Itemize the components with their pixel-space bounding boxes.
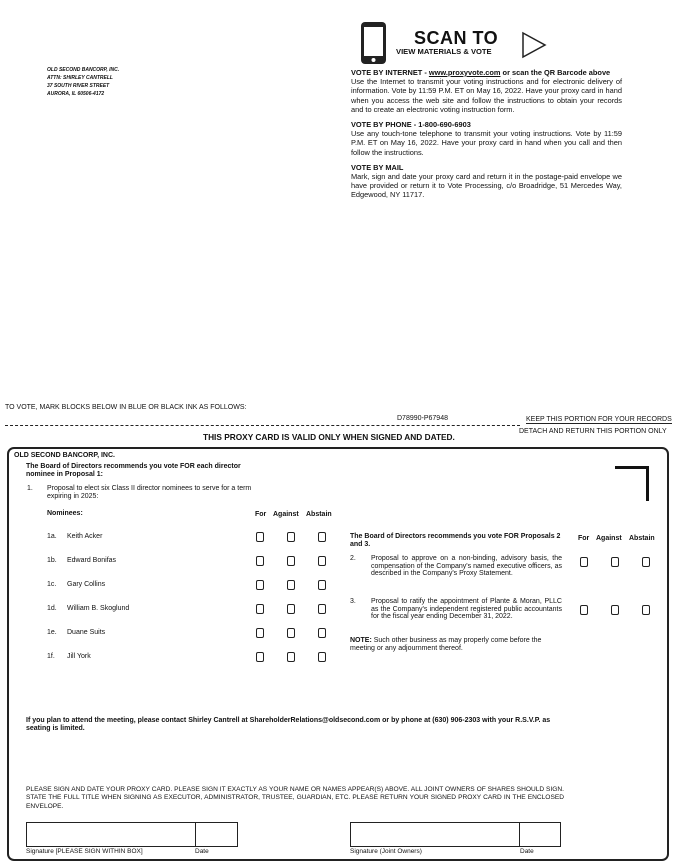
col-for: For [255, 511, 267, 518]
return-address [47, 66, 119, 98]
nominee-against-checkbox[interactable] [287, 652, 295, 662]
nominee-abstain-checkbox[interactable] [318, 604, 326, 614]
proposal3-abstain-checkbox[interactable] [642, 605, 650, 615]
scan-title: SCAN TO [414, 28, 499, 48]
proposal2-text: Proposal to approve on a non-binding, advisory basis, the compensation of the Company's named executive officers, as described in the Company's Proxy Statement. [371, 555, 562, 577]
nominee-for-checkbox[interactable] [256, 604, 264, 614]
proposals-recommendation: The Board of Directors recommends you vote FOR Proposals 2 and 3. [350, 533, 561, 548]
proposal3-text: Proposal to ratify the appointment of Plante & Moran, PLLC as the Company's independent registered public accountants for the fiscal year ending December 31, 2022. [371, 598, 562, 620]
col-abstain: Abstain [306, 511, 332, 518]
nominee-id: 1f. [47, 653, 55, 660]
vote-mail-heading: VOTE BY MAIL [351, 162, 404, 172]
note: NOTE: Such other business as may properly come before the meeting or any adjournment thereof. [350, 637, 542, 652]
nominee-abstain-checkbox[interactable] [318, 532, 326, 542]
nominee-for-checkbox[interactable] [256, 556, 264, 566]
joint-date-label: Date [520, 848, 534, 855]
nominee-against-checkbox[interactable] [287, 556, 295, 566]
vote-mail-body: Mark, sign and date your proxy card and return it in the postage-paid envelope we have provided or return it to Vote Processing, c/o Broadridge, 51 Mercedes Way, Edgewood, NY 11717. [351, 172, 622, 200]
proposal2-number: 2. [350, 555, 356, 562]
control-code: D78990-P67948 [397, 415, 448, 422]
nominee-for-checkbox[interactable] [256, 532, 264, 542]
nominee-against-checkbox[interactable] [287, 628, 295, 638]
proposal3-for-checkbox[interactable] [580, 605, 588, 615]
joint-signature-box[interactable] [350, 822, 561, 847]
attendance-notice: If you plan to attend the meeting, please contact Shirley Cantrell at ShareholderRelations@oldsecond.com or by phone at (630) 906-2303 with your R.S.V.P. as seating is limited. [26, 717, 551, 732]
nominees-label: Nominees: [47, 510, 83, 517]
col-for: For [578, 535, 590, 542]
nominee-name: Edward Bonifas [67, 557, 117, 564]
signature-box[interactable] [26, 822, 238, 847]
col-against: Against [596, 535, 622, 542]
proposal3-number: 3. [350, 598, 356, 605]
scan-subtitle: VIEW MATERIALS & VOTE [396, 47, 492, 56]
vote-internet-heading: VOTE BY INTERNET - www.proxyvote.com or scan the QR Barcode above [351, 68, 611, 77]
vote-phone-body: Use any touch-tone telephone to transmit your voting instructions. Vote by 11:59 P.M. ET on May 16, 2022. Have your proxy card in hand when you call and then follow the instructions. [351, 129, 622, 157]
signing-instructions: PLEASE SIGN AND DATE YOUR PROXY CARD. PLEASE SIGN IT EXACTLY AS YOUR NAME OR NAMES APPEAR(S) ABOVE. ALL JOINT OWNERS OF SHARES SHOULD SIGN. STATE THE FULL TITLE WHEN SIGNING AS EXECUTOR, ADMINISTRATOR, TRUSTEE, GUARDIAN, ETC. PLEASE RETURN YOUR SIGNED PROXY CARD IN THE ENCLOSED ENVELOPE. [26, 786, 564, 810]
vote-internet-body: Use the Internet to transmit your voting instructions and for electronic delivery of information. Vote by 11:59 P.M. ET on May 16, 2022. Have your proxy card in hand when you access the web site and follow the instructions to obtain your records and to create an electronic voting instruction form. [351, 77, 622, 114]
proposal2-against-checkbox[interactable] [611, 557, 619, 567]
nominee-against-checkbox[interactable] [287, 604, 295, 614]
mobile-phone-icon [360, 21, 387, 65]
address-line: ATTN: SHIRLEY CANTRELL [47, 75, 113, 81]
nominee-name: William B. Skoglund [67, 605, 130, 612]
nominee-id: 1e. [47, 629, 57, 636]
ink-instructions: TO VOTE, MARK BLOCKS BELOW IN BLUE OR BLACK INK AS FOLLOWS: [5, 404, 247, 411]
nominee-abstain-checkbox[interactable] [318, 652, 326, 662]
play-arrow-icon [521, 31, 547, 59]
proposal1-number: 1. [27, 485, 33, 492]
nominee-id: 1a. [47, 533, 57, 540]
proposal1-recommendation: The Board of Directors recommends you vote FOR each director nominee in Proposal 1: [26, 463, 241, 478]
nominee-id: 1c. [47, 581, 57, 588]
proposal2-abstain-checkbox[interactable] [642, 557, 650, 567]
voting-methods [351, 68, 622, 206]
nominee-abstain-checkbox[interactable] [318, 556, 326, 566]
col-against: Against [273, 511, 299, 518]
nominee-name: Keith Acker [67, 533, 103, 540]
proposal2-for-checkbox[interactable] [580, 557, 588, 567]
nominee-against-checkbox[interactable] [287, 580, 295, 590]
nominee-name: Jill York [67, 653, 91, 660]
nominee-abstain-checkbox[interactable] [318, 628, 326, 638]
proxyvote-link[interactable]: www.proxyvote.com [428, 68, 501, 77]
keep-portion-label: KEEP THIS PORTION FOR YOUR RECORDS [526, 416, 672, 423]
vote-phone-heading: VOTE BY PHONE - 1-800-690-6903 [351, 120, 471, 130]
nominee-id: 1d. [47, 605, 57, 612]
col-abstain: Abstain [629, 535, 655, 542]
registration-mark [615, 466, 649, 501]
address-line: 37 SOUTH RIVER STREET [47, 83, 110, 89]
address-line: OLD SECOND BANCORP, INC. [47, 67, 120, 73]
nominee-against-checkbox[interactable] [287, 532, 295, 542]
nominee-id: 1b. [47, 557, 57, 564]
company-name: OLD SECOND BANCORP, INC. [14, 452, 115, 459]
nominee-for-checkbox[interactable] [256, 628, 264, 638]
date-label: Date [195, 848, 209, 855]
address-line: AURORA, IL 60506-4172 [47, 91, 105, 97]
signature-label: Signature [PLEASE SIGN WITHIN BOX] [26, 848, 143, 855]
detach-portion-label: DETACH AND RETURN THIS PORTION ONLY [519, 428, 667, 435]
nominee-for-checkbox[interactable] [256, 652, 264, 662]
proposal3-against-checkbox[interactable] [611, 605, 619, 615]
nominee-abstain-checkbox[interactable] [318, 580, 326, 590]
validity-notice: THIS PROXY CARD IS VALID ONLY WHEN SIGNED AND DATED. [203, 432, 455, 442]
proposal1-text: Proposal to elect six Class II director nominees to serve for a term expiring in 2025: [47, 485, 252, 500]
nominee-name: Gary Collins [67, 581, 106, 588]
detach-line [5, 425, 520, 426]
nominee-name: Duane Suits [67, 629, 106, 636]
joint-signature-label: Signature (Joint Owners) [350, 848, 422, 855]
nominee-for-checkbox[interactable] [256, 580, 264, 590]
